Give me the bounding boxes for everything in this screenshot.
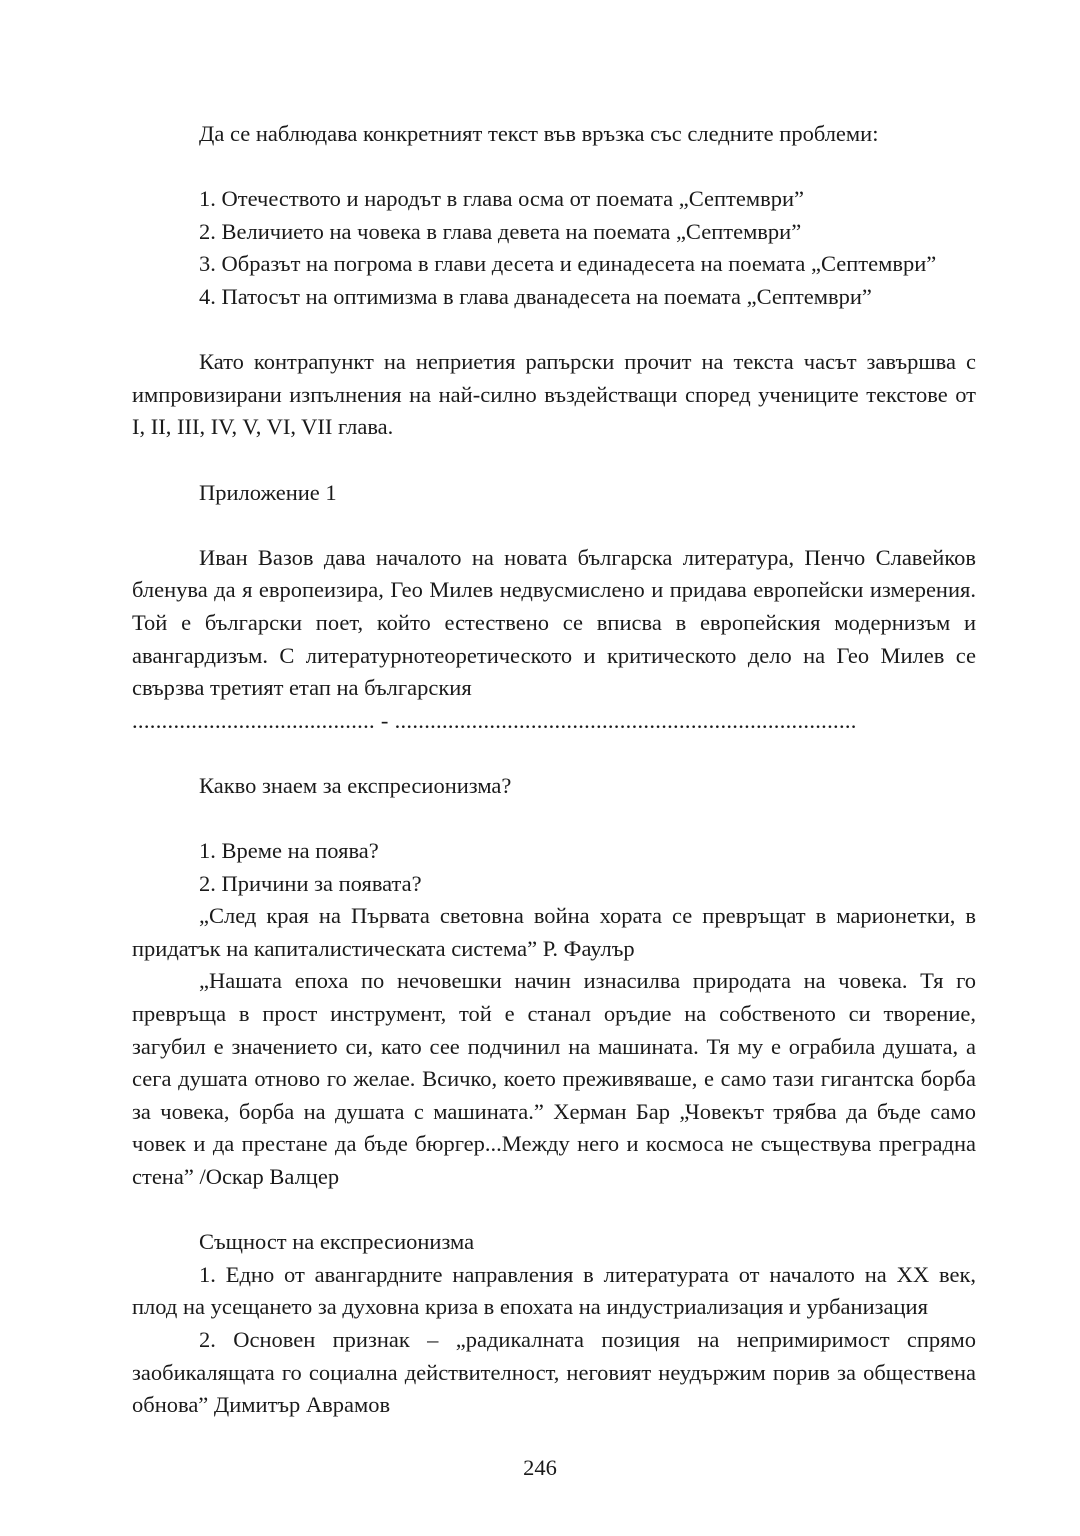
spacer: [132, 1194, 976, 1227]
essence-item: 1. Едно от авангардните направления в литературата от началото на XX век, плод на усещането за духовна криза в епохата на индустриализация и урбанизация: [132, 1261, 976, 1320]
essence-item: 2. Основен признак – „радикалната позиция на непримиримост спрямо заобикалящата го социална действителност, неговият неудържим порив за обществена обнова” Димитър Аврамов: [132, 1326, 976, 1418]
spacer: [132, 509, 976, 542]
section-question: Какво знаем за експресионизма?: [199, 772, 512, 798]
page-number: 246: [523, 1455, 557, 1480]
spacer: [132, 314, 976, 347]
problem-item: 2. Величието на човека в глава девета на поемата „Септември”: [199, 218, 802, 244]
spacer: [132, 737, 976, 770]
quote-bahr-walzer: „Нашата епоха по нечовешки начин изнасилва природата на човека. Тя го превръща в прост инструмент, той е станал оръдие на собственото си творение, загубил е значението си, като сее подчинил на машината. Тя му е ограбила душата, а сега душата отново го желае. Всичко, което преживяваше, е само тази гигантска борба за човека, борба на душата с машината.” Херман Бар „Човекът трябва да бъде само човек и да престане да бъде бюргер...Между него и космоса не съществува преградна стена” /Оскар Валцер: [132, 968, 976, 1189]
question-item: 1. Време на поява?: [199, 838, 379, 864]
quote-faulkner: „След края на Първата световна война хората се превръщат в марионетки, в придатък на капиталистическата система” Р. Фаулър: [132, 903, 976, 961]
spacer: [132, 444, 976, 477]
spacer: [132, 802, 976, 835]
spacer: [132, 151, 976, 184]
appendix-title: Приложение 1: [199, 479, 337, 505]
document-body: [132, 118, 976, 1422]
problem-item: 4. Патосът на оптимизма в глава дванадесета на поемата „Септември”: [199, 283, 872, 309]
appendix-paragraph: Иван Вазов дава началото на новата българска литература, Пенчо Славейков бленува да я европеизира, Гео Милев недвусмислено и придава европейски измерения. Той е български поет, който естествено се вписва в европейския модернизъм и авангардизъм. С литературнотеоретическото и критическото дело на Гео Милев се свързва третият етап на българския: [132, 544, 976, 701]
question-item: 2. Причини за появата?: [199, 870, 422, 896]
problem-item: 1. Отечеството и народът в глава осма от поемата „Септември”: [199, 186, 805, 212]
counterpoint-paragraph: Като контрапункт на неприетия рапърски прочит на текста часът завършва с импровизирани изпълнения на най-силно въздействащи според учениците текстове от I, II, III, IV, V, VI, VII глава.: [132, 349, 976, 440]
essence-title: Същност на експресионизма: [199, 1229, 475, 1255]
intro-paragraph: Да се наблюдава конкретният текст във връзка със следните проблеми:: [199, 121, 879, 146]
blank-fill-line: ......................................... - ..............................................................................: [132, 707, 857, 733]
problem-item: 3. Образът на погрома в глави десета и единадесета на поемата „Септември”: [199, 251, 937, 277]
